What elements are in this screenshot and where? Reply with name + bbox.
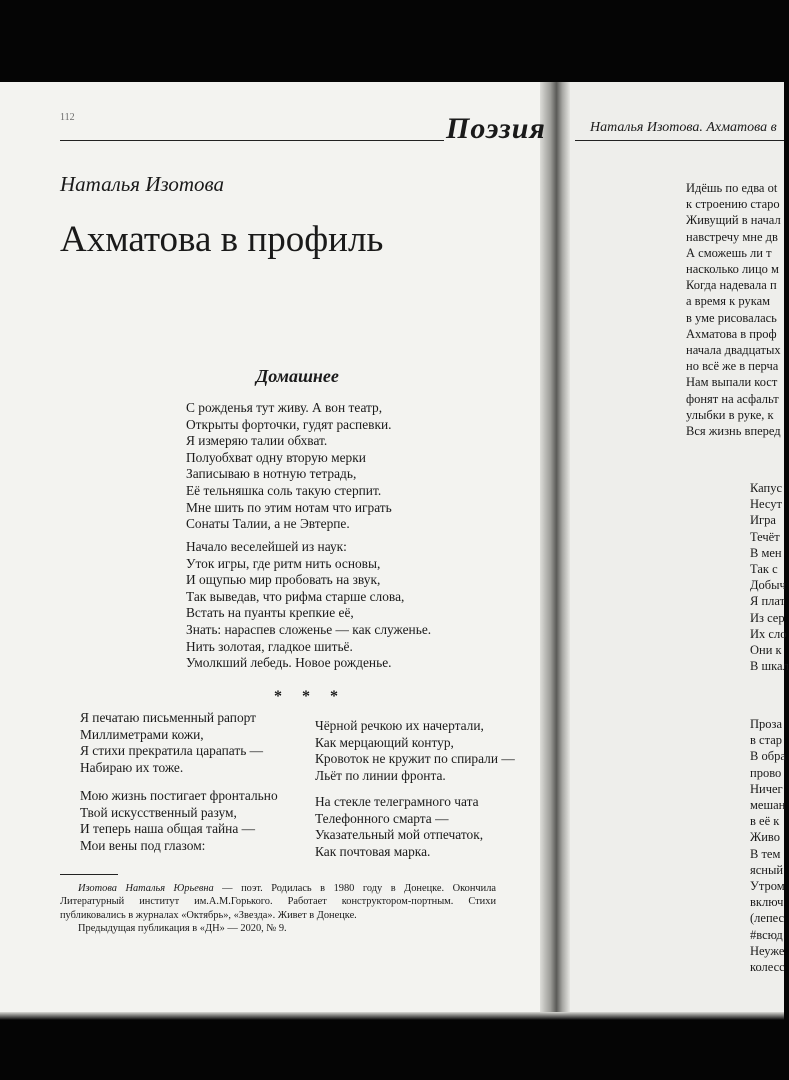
poem-line: к строению старо xyxy=(686,197,780,212)
poem-line: С рожденья тут живу. А вон театр, xyxy=(186,400,383,415)
footnote-bio-text: — поэт. Родилась в 1980 году в Донецке. Окончила Литературный институт им.А.М.Горького. Работает конструктором-портным. Стихи публиковались в журналах «Октябрь», «Звезда». Живет в Донецке. xyxy=(60,883,496,921)
poem-title: Домашнее xyxy=(256,366,339,386)
poem-line: Её тельняшка соль такую стерпит. xyxy=(186,482,382,498)
footnote-author-name: Изотова Наталья Юрьевна xyxy=(78,883,214,894)
poem-line: в уме рисовалась xyxy=(686,310,777,325)
poem-line: Льёт по линии фронта. xyxy=(315,767,446,783)
poem-line: Живущий в начал xyxy=(686,213,781,228)
poem-line: но всё же в перча xyxy=(686,359,779,374)
poem-line: Несут xyxy=(750,497,782,512)
poem-line: Начало веселейшей из наук: xyxy=(186,539,347,554)
poem-line: Открыты форточки, гудят распевки. xyxy=(186,416,392,432)
poem-line: насколько лицо м xyxy=(686,262,779,277)
poem-line: Миллиметрами кожи, xyxy=(80,726,204,742)
poem-line: начала двадцатых xyxy=(686,343,781,358)
poem-line: мешан xyxy=(750,798,786,813)
poem-line: Их сло xyxy=(750,626,787,641)
poem-line: Нам выпали кост xyxy=(686,375,778,390)
poem-cycle-title: Ахматова в профиль xyxy=(60,219,384,260)
poem-line: Игра xyxy=(750,513,776,528)
poem-line: ясный xyxy=(750,862,784,877)
poem-line: Ничег xyxy=(750,781,783,796)
poem-line: Набираю их тоже. xyxy=(80,759,184,775)
poem-line: Я измеряю талии обхват. xyxy=(186,433,328,449)
poem1-stanza2 xyxy=(186,539,431,672)
poem-line: прово xyxy=(750,765,782,780)
poem-line: Живо xyxy=(750,830,780,845)
poem-line: Указательный мой отпечаток, xyxy=(315,827,484,843)
footnote-bio xyxy=(60,882,496,922)
poem-line: Знать: нараспев сложенье — как служенье. xyxy=(186,621,432,637)
poem-line: Течёт xyxy=(750,529,780,544)
poem1-stanza1 xyxy=(186,400,392,533)
poem-line: колесс xyxy=(750,960,785,975)
poem-line: Как мерцающий контур, xyxy=(315,734,454,750)
poem2-left-stanza1 xyxy=(80,710,263,776)
poem-line: Как почтовая марка. xyxy=(315,843,431,859)
poem-line: Встать на пуанты крепкие её, xyxy=(186,605,354,621)
poem-line: Мою жизнь постигает фронтально xyxy=(80,788,278,803)
header-rule-left xyxy=(60,140,444,141)
poem-line: включ xyxy=(750,895,784,910)
poem-line: Проза xyxy=(750,717,783,731)
poem-line: навстречу мне дв xyxy=(686,229,778,244)
footnote-rule xyxy=(60,874,118,875)
section-rubric: Поэзия xyxy=(446,112,546,145)
poem-line: В мен xyxy=(750,545,782,560)
poem-line: Умолкший лебедь. Новое рожденье. xyxy=(186,655,392,671)
poem-line: #всюд xyxy=(750,927,783,942)
poem2-right-stanza2 xyxy=(315,794,483,860)
poem-line: Вся жизнь вперед xyxy=(686,424,781,439)
poem-line: Чёрной речкою их начертали, xyxy=(315,718,484,733)
poem-line: Твой искусственный разум, xyxy=(80,804,237,820)
poem-line: Я печатаю письменный рапорт xyxy=(80,710,257,725)
poem-line: В обра xyxy=(750,749,786,764)
poem-line: В шкал xyxy=(750,659,789,674)
poem-line: в стар xyxy=(750,733,782,748)
poem-line: Нить золотая, гладкое шитьё. xyxy=(186,638,353,654)
poem2-right-stanza1 xyxy=(315,718,515,784)
poem-line: Неуже xyxy=(750,943,785,958)
author-name: Наталья Изотова xyxy=(60,172,225,196)
poem-line: Они к xyxy=(750,643,782,658)
poem-line: в её к xyxy=(750,814,780,829)
poem-line: Из сер xyxy=(750,610,785,625)
poem-line: Уток игры, где ритм нить основы, xyxy=(186,555,381,571)
poem-line: Я стихи прекратила царапать — xyxy=(80,743,264,759)
poem-line: Идёшь по едва оt xyxy=(686,181,778,195)
page-number: 112 xyxy=(60,112,75,123)
poem-line: Кровоток не кружит по спирали — xyxy=(315,751,515,767)
poem-separator: * * * xyxy=(274,688,346,705)
poem-line: улыбки в руке, к xyxy=(686,407,774,422)
poem-line: (лепес xyxy=(750,911,785,926)
poem-line: Записываю в нотную тетрадь, xyxy=(186,466,357,482)
poem-line: Полуобхват одну вторую мерки xyxy=(186,449,366,465)
poem-line: Сонаты Талии, а не Эвтерпе. xyxy=(186,516,350,532)
footnote-previous-publication: Предыдущая публикация в «ДН» — 2020, № 9. xyxy=(78,923,287,935)
poem-line: Ахматова в проф xyxy=(686,326,777,341)
poem-line: На стекле телеграмного чата xyxy=(315,794,479,809)
right-page-block1 xyxy=(686,180,781,439)
author-footnote xyxy=(60,882,496,936)
poem-line: И ощупью мир пробовать на звук, xyxy=(186,572,381,588)
poem2-left-stanza2 xyxy=(80,788,278,854)
poem-line: Капус xyxy=(750,481,783,495)
poem-line: Мои вены под глазом: xyxy=(80,837,206,853)
book-gutter xyxy=(540,82,570,1018)
right-page-block2 xyxy=(750,480,789,674)
poem-line: Добыч xyxy=(750,578,786,593)
poem-line: Телефонного смарта — xyxy=(315,810,449,826)
poem-line: фонят на асфальт xyxy=(686,391,779,406)
poem-line: Когда надевала п xyxy=(686,278,777,293)
poem-line: Мне шить по этим нотам что играть xyxy=(186,499,392,515)
poem-line: А сможешь ли т xyxy=(686,245,772,260)
poem-line: В тем xyxy=(750,846,781,861)
poem-line: И теперь наша общая тайна — xyxy=(80,821,256,837)
poem-line: Я плат xyxy=(750,594,786,609)
poem-line: а время к рукам xyxy=(686,294,771,309)
right-page-text-area xyxy=(570,82,789,1018)
poem-line: Так с xyxy=(750,562,778,577)
running-head: Наталья Изотова. Ахматова в xyxy=(590,120,777,135)
poem-line: Утром xyxy=(750,879,785,894)
poem-line: Так выведав, что рифма старше слова, xyxy=(186,588,405,604)
right-page-block3 xyxy=(750,716,786,975)
